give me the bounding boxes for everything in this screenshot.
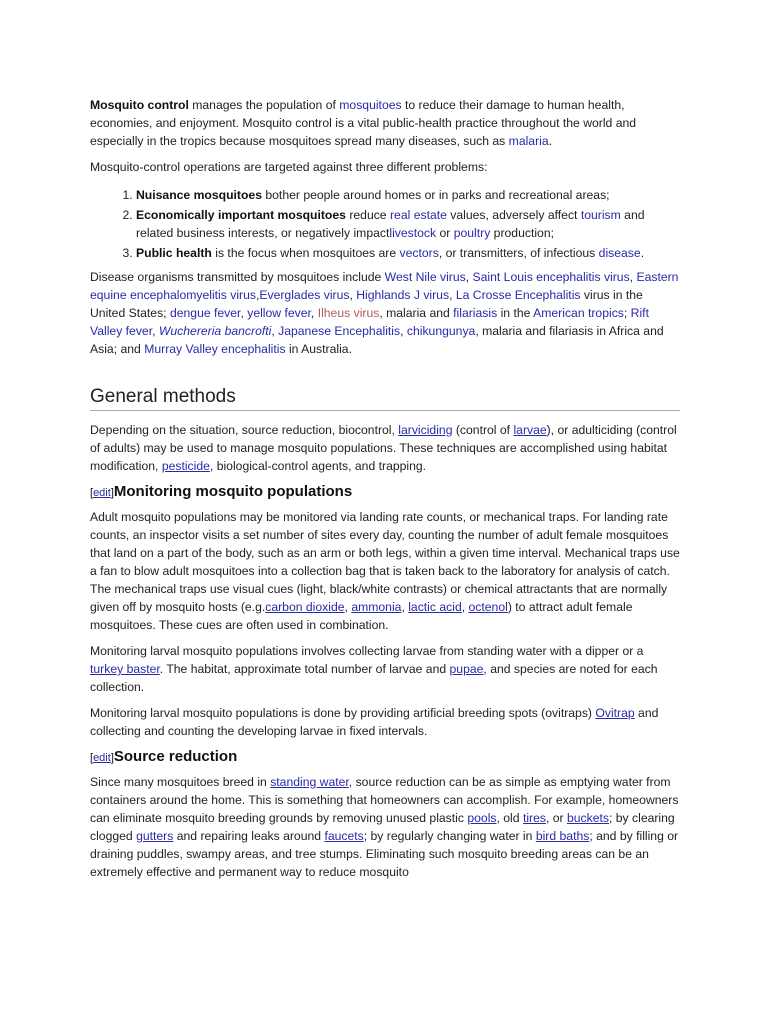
general-methods-paragraph: Depending on the situation, source reduction, biocontrol, larviciding (control of larvae), or adulticiding (control of adults) may be used to manage mosquito populations. These techniques are accomplished using habitat modification, pesticide, biological-control agents, and trapping.: [90, 423, 677, 473]
diseases-paragraph: Disease organisms transmitted by mosquitoes include West Nile virus, Saint Louis encephalitis virus, Eastern equine encephalomyelitis virus,Everglades virus, Highlands J virus, La Crosse Encephalitis virus in the United States; dengue fever, yellow fever, Ilheus virus, malaria and filariasis in the American tropics; Rift Valley fever, Wuchereria bancrofti, Japanese Encephalitis, chikungunya, malaria and filariasis in Africa and Asia; and Murray Valley encephalitis in Australia.: [90, 270, 679, 356]
link-livestock[interactable]: livestock: [389, 226, 437, 240]
link-pools[interactable]: pools: [467, 811, 497, 825]
link-japanese-encephalitis[interactable]: Japanese Encephalitis: [278, 324, 401, 338]
link-dengue-fever[interactable]: dengue fever: [169, 306, 241, 320]
link-american-tropics[interactable]: American tropics: [533, 306, 624, 320]
link-pesticide[interactable]: pesticide: [161, 459, 210, 473]
monitoring-paragraph-1: Adult mosquito populations may be monitored via landing rate counts, or mechanical traps. For landing rate counts, an inspector visits a set number of sites every day, counting the number of adult female mosquitoes that land on a part of the body, such as an arm or both legs, within a given time interval. Mechanical traps use a fan to blow adult mosquitoes into a collection bag that is taken back to the laboratory for analysis of catch. The mechanical traps use visual cues (light, black/white contrasts) or chemical attractants that are normally given off by mosquito hosts (e.g.carbon dioxide, ammonia, lactic acid, octenol) to attract adult female mosquitoes. These cues are often used in combination.: [90, 510, 680, 632]
link-tires[interactable]: tires: [522, 811, 546, 825]
link-saint-louis-encephalitis[interactable]: Saint Louis encephalitis virus: [472, 270, 630, 284]
list-item: 3. Public health is the focus when mosquitoes are vectors, or transmitters, of infectious disease.: [136, 244, 680, 262]
link-poultry[interactable]: poultry: [453, 226, 491, 240]
link-wuchereria-bancrofti[interactable]: Wuchereria bancrofti: [158, 324, 272, 338]
link-highlands-j-virus[interactable]: Highlands J virus: [356, 288, 450, 302]
link-disease[interactable]: disease: [598, 246, 641, 260]
section-heading-monitoring: [edit]Monitoring mosquito populations: [90, 483, 353, 500]
link-yellow-fever[interactable]: yellow fever: [247, 306, 311, 320]
edit-link-wrapper: [edit]: [90, 487, 114, 499]
link-turkey-baster[interactable]: turkey baster: [90, 662, 160, 676]
monitoring-paragraph-3: Monitoring larval mosquito populations is done by providing artificial breeding spots (ovitraps) Ovitrap and collecting and counting the developing larvae in fixed intervals.: [90, 706, 659, 738]
link-faucets[interactable]: faucets: [324, 829, 364, 843]
link-ammonia[interactable]: ammonia: [351, 600, 402, 614]
edit-link-source-reduction[interactable]: edit: [93, 752, 111, 764]
section-heading-general-methods: General methods: [90, 388, 680, 411]
link-pupae[interactable]: pupae: [449, 662, 484, 676]
monitoring-paragraph-2: Monitoring larval mosquito populations involves collecting larvae from standing water with a dipper or a turkey baster. The habitat, approximate total number of larvae and pupae, and species are noted for each collection.: [90, 644, 658, 694]
list-item: 1. Nuisance mosquitoes bother people around homes or in parks and recreational areas;: [136, 186, 680, 204]
edit-link-wrapper: [edit]: [90, 752, 114, 764]
link-bird-baths[interactable]: bird baths: [535, 829, 590, 843]
link-west-nile-virus[interactable]: West Nile virus: [384, 270, 466, 284]
link-real-estate[interactable]: real estate: [389, 208, 447, 222]
link-octenol[interactable]: octenol: [468, 600, 508, 614]
problems-list: [90, 186, 680, 262]
link-larvae[interactable]: larvae: [513, 423, 547, 437]
link-lactic-acid[interactable]: lactic acid: [408, 600, 462, 614]
link-chikungunya[interactable]: chikungunya: [406, 324, 476, 338]
section-heading-source-reduction: [edit]Source reduction: [90, 748, 238, 765]
link-standing-water[interactable]: standing water: [270, 775, 349, 789]
source-reduction-paragraph: Since many mosquitoes breed in standing water, source reduction can be as simple as emptying water from containers around the home. This is something that homeowners can accomplish. For example, homeowners can eliminate mosquito breeding grounds by removing unused plastic pools, old tires, or buckets; by clearing clogged gutters and repairing leaks around faucets; by regularly changing water in bird baths; and by filling or draining puddles, swampy areas, and tree stumps. Eliminating such mosquito breeding areas can be an extremely effective and permanent way to reduce mosquito: [90, 775, 679, 879]
link-murray-valley-encephalitis[interactable]: Murray Valley encephalitis: [144, 342, 286, 356]
link-mosquitoes[interactable]: mosquitoes: [339, 98, 402, 112]
link-gutters[interactable]: gutters: [136, 829, 174, 843]
intro-paragraph: Mosquito control manages the population of mosquitoes to reduce their damage to human health, economies, and enjoyment. Mosquito control is a vital public-health practice throughout the world and especially in the tropics because mosquitoes spread many diseases, such as malaria.: [90, 98, 637, 148]
link-tourism[interactable]: tourism: [580, 208, 621, 222]
intro-term: Mosquito control: [90, 98, 189, 112]
list-item: 2. Economically important mosquitoes reduce real estate values, adversely affect tourism and related business interests, or negatively impactlivestock or poultry production;: [136, 206, 680, 242]
link-ovitrap[interactable]: Ovitrap: [595, 706, 635, 720]
link-eee-virus[interactable]: Eastern equine encephalomyelitis virus: [90, 270, 679, 302]
problems-intro: Mosquito-control operations are targeted against three different problems:: [90, 160, 488, 174]
link-rift-valley-fever[interactable]: Rift Valley fever: [90, 306, 649, 338]
link-larviciding[interactable]: larviciding: [398, 423, 453, 437]
link-filariasis[interactable]: filariasis: [453, 306, 498, 320]
edit-link-monitoring[interactable]: edit: [93, 487, 111, 499]
link-everglades-virus[interactable]: Everglades virus: [259, 288, 350, 302]
link-vectors[interactable]: vectors: [399, 246, 439, 260]
link-carbon-dioxide[interactable]: carbon dioxide: [265, 600, 345, 614]
article-body: [90, 96, 680, 889]
link-ilheus-virus[interactable]: Ilheus virus: [317, 306, 380, 320]
link-la-crosse-encephalitis[interactable]: La Crosse Encephalitis: [455, 288, 581, 302]
link-buckets[interactable]: buckets: [566, 811, 609, 825]
link-malaria[interactable]: malaria: [508, 134, 549, 148]
